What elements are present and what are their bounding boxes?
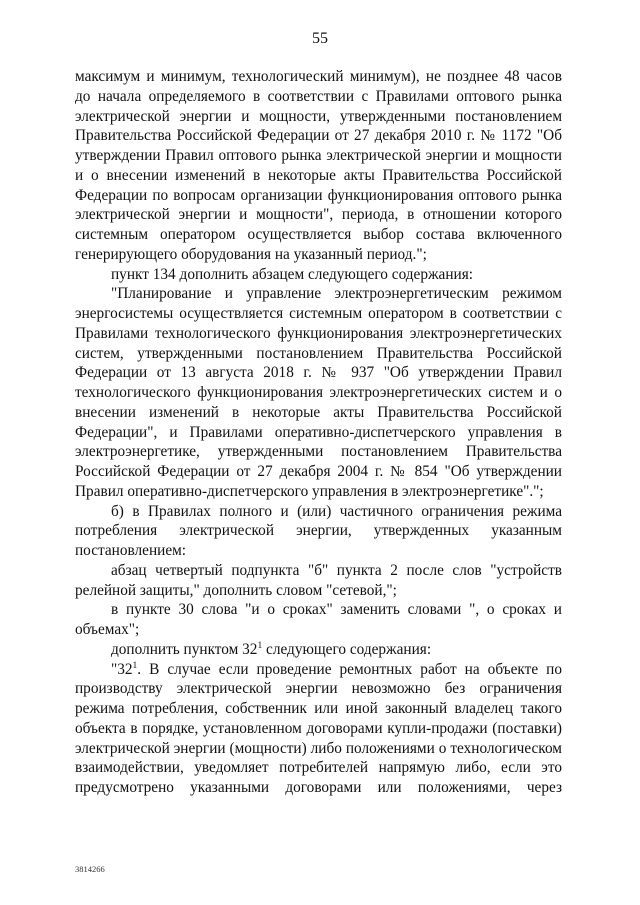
paragraph-point-2-amendment: абзац четвертый подпункта "б" пункта 2 после слов "устройств релейной защиты," дополнить словом "сетевой,"; xyxy=(75,561,562,599)
paragraph-point-134-intro: пункт 134 дополнить абзацем следующего содержания: xyxy=(111,265,474,283)
paragraph-limitation-rules: б) в Правилах полного и (или) частичного ограничения режима потребления электрической энергии, утвержденных указанным постановлением: xyxy=(75,502,562,559)
paragraph-text: . В случае если проведение ремонтных работ на объекте по производству электрической энергии невозможно без ограничения режима потребления, собственник или иной законный владелец такого объекта в порядке, установленном договорами купли-продажи (поставки) электрической энергии (мощности) либо положениями о технологическом взаимодействии, уведомляет потребителей напрямую либо, если это предусмотрено указанными договорами или положениями, через xyxy=(75,660,562,796)
paragraph-point-32-1-intro xyxy=(75,640,562,660)
paragraph-text: "32 xyxy=(111,660,133,678)
superscript-index: 1 xyxy=(257,640,263,651)
page-number: 55 xyxy=(312,30,328,47)
paragraph-wholesale-market-continuation: максимум и минимум, технологический минимум), не позднее 48 часов до начала определяемого в соответствии с Правилами оптового рынка электрической энергии и мощности, утвержденными постановлением Правительства Российской Федерации от 27 декабря 2010 г. № 1172 "Об утверждении Правил оптового рынка электрической энергии и мощности и о внесении изменений в некоторые акты Правительства Российской Федерации по вопросам организации функционирования оптового рынка электрической энергии и мощности", периода, в отношении которого системным оператором осуществляется выбор состава включенного генерирующего оборудования на указанный период."; xyxy=(75,68,562,263)
paragraph-point-32-1-text xyxy=(75,660,562,798)
paragraph-text: дополнить пунктом 32 xyxy=(111,640,258,658)
paragraph-point-30-amendment: в пункте 30 слова "и о сроках" заменить словами ", о сроках и объемах"; xyxy=(75,601,562,638)
paragraph-text: следующего содержания: xyxy=(262,640,432,658)
superscript-index: 1 xyxy=(132,660,138,671)
document-body xyxy=(75,67,562,798)
paragraph-point-134-text: "Планирование и управление электроэнергетическим режимом энергосистемы осуществляется системным оператором в соответствии с Правилами технологического функционирования электроэнергетических систем, утвержденными постановлением Правительства Российской Федерации от 13 августа 2018 г. № 937 "Об утверждении Правил технологического функционирования электроэнергетических систем и о внесении изменений в некоторые акты Правительства Российской Федерации", и Правилами оперативно-диспетчерского управления в электроэнергетике, утвержденными постановлением Правительства Российской Федерации от 27 декабря 2004 г. № 854 "Об утверждении Правил оперативно-диспетчерского управления в электроэнергетике"."; xyxy=(75,285,562,500)
document-code: 3814266 xyxy=(75,864,105,874)
